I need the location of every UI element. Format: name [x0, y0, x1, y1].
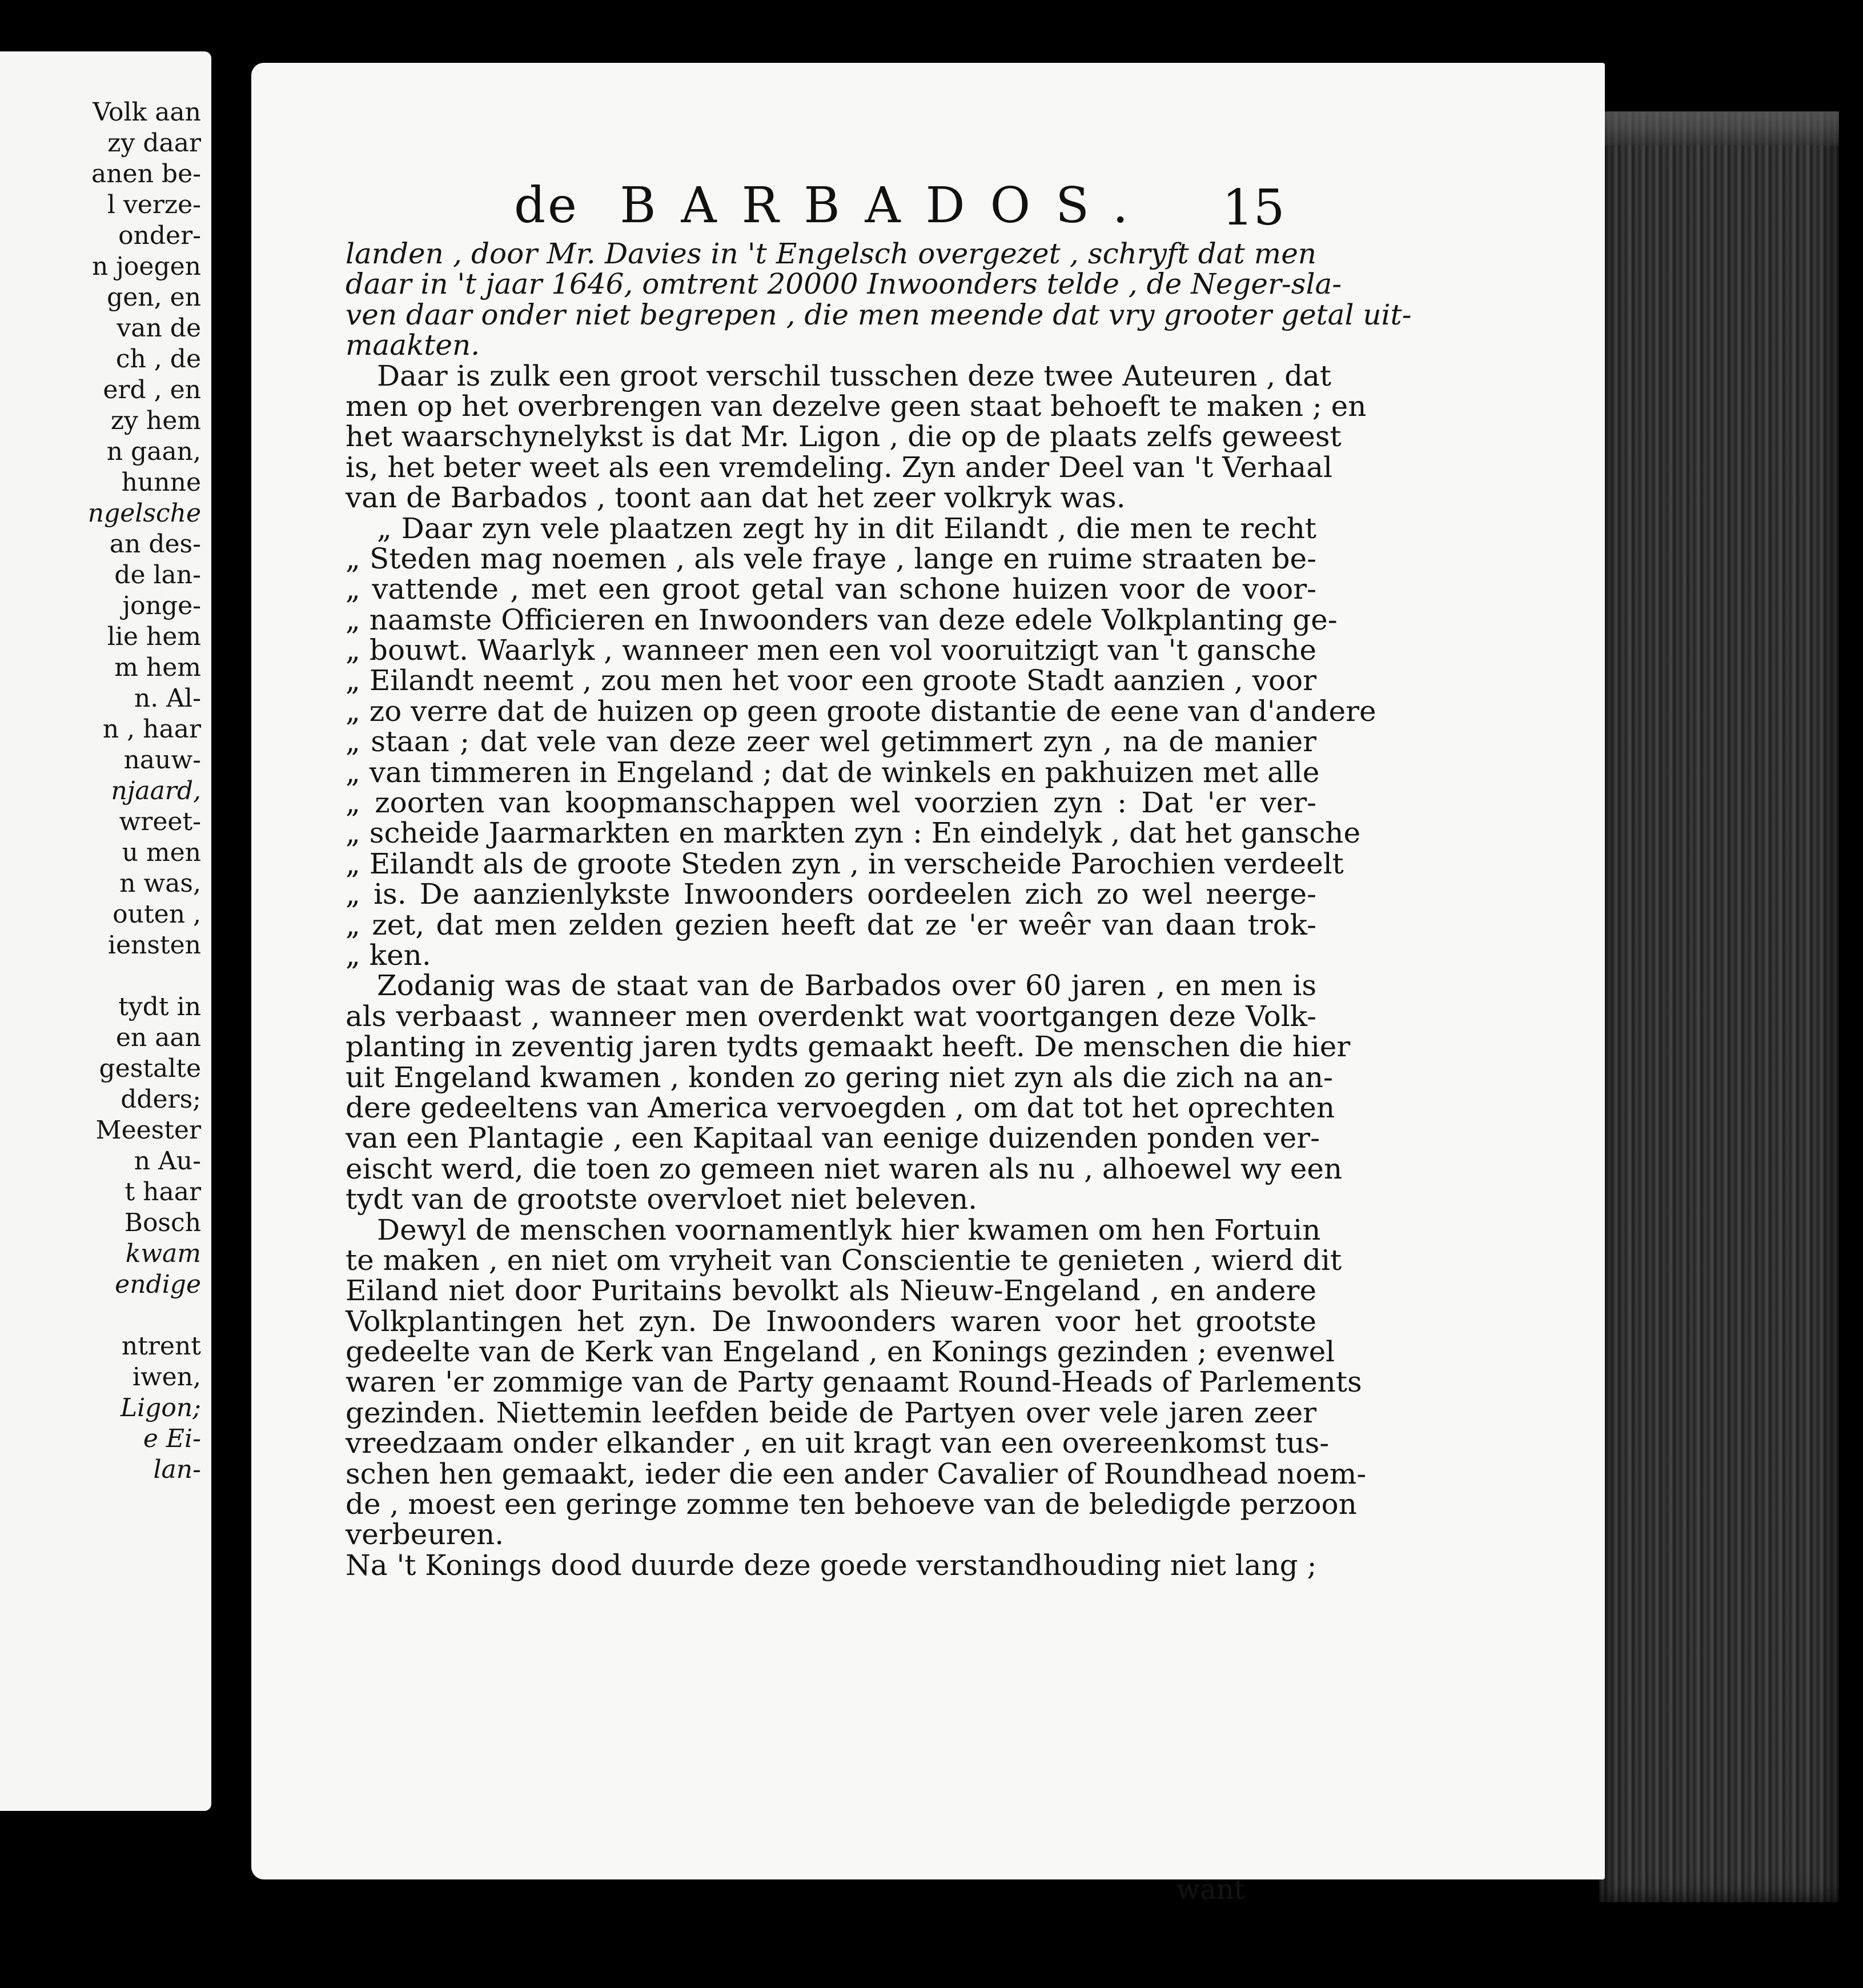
body-line: Na 't Konings dood duurde deze goede verstandhouding niet lang ;: [346, 1548, 1317, 1582]
left-page-line: n. Al-: [134, 684, 201, 713]
left-page-line: anen be-: [91, 159, 201, 189]
running-head: [514, 177, 1153, 234]
body-line: van een Plantagie , een Kapitaal van eenige duizenden ponden ver-: [346, 1121, 1320, 1155]
page-number: 15: [1222, 179, 1285, 237]
body-line: Daar is zulk een groot verschil tusschen deze twee Auteuren , dat: [377, 359, 1331, 392]
body-line: schen hen gemaakt, ieder die een ander Cavalier of Roundhead noem-: [346, 1457, 1367, 1490]
left-page-line: n Au-: [134, 1147, 201, 1176]
left-page-line: wreet-: [119, 807, 201, 836]
body-line: landen , door Mr. Davies in 't Engelsch overgezet , schryft dat men: [346, 237, 1316, 270]
body-line: ven daar onder niet begrepen , die men meende dat vry grooter getal uit-: [346, 298, 1412, 331]
body-line: gedeelte van de Kerk van Engeland , en Konings gezinden ; evenwel: [346, 1335, 1335, 1369]
body-line: „ Eilandt als de groote Steden zyn , in verscheide Parochien verdeelt: [346, 847, 1344, 880]
left-page-line: zy hem: [110, 406, 201, 435]
left-page-line: nauw-: [123, 746, 201, 775]
body-line: „ zoorten van koopmanschappen wel voorzien zyn : Dat 'er ver-: [346, 786, 1316, 820]
body-line: „ Daar zyn vele plaatzen zegt hy in dit Eilandt , die men te recht: [377, 511, 1316, 545]
body-line: dere gedeeltens van America vervoegden , om dat tot het oprechten: [346, 1091, 1335, 1124]
left-page-line: onder-: [118, 221, 201, 250]
left-page-line: n gaan,: [106, 437, 201, 466]
left-page-line: u men: [122, 838, 201, 867]
left-page-line: n was,: [119, 869, 201, 898]
left-page-line: van de: [117, 314, 201, 343]
left-page-line: erd , en: [103, 375, 201, 404]
left-page-line: tydt in: [118, 992, 201, 1021]
body-text: [346, 237, 1412, 1582]
catchword: want: [1177, 1874, 1245, 1906]
body-line: „ van timmeren in Engeland ; dat de winkels en pakhuizen met alle: [346, 755, 1320, 789]
left-page-line: gen, en: [107, 283, 201, 312]
body-line: men op het overbrengen van dezelve geen staat behoeft te maken ; en: [346, 389, 1367, 423]
left-page-line: Bosch: [124, 1208, 201, 1237]
body-line: eischt werd, die toen zo gemeen niet waren als nu , alhoewel wy een: [346, 1152, 1343, 1185]
left-page-line: Volk aan: [93, 98, 201, 127]
body-line: „ vattende , met een groot getal van schone huizen voor de voor-: [346, 572, 1316, 606]
running-head-prefix: de: [514, 177, 579, 234]
body-line: „ Eilandt neemt , zou men het voor een groote Stadt aanzien , voor: [346, 664, 1316, 698]
left-page-line: gestalte: [99, 1054, 201, 1083]
body-line: maakten.: [346, 328, 480, 362]
body-line: „ zo verre dat de huizen op geen groote distantie de eene van d'andere: [346, 694, 1376, 728]
body-line: waren 'er zommige van de Party genaamt Round-Heads of Parlements: [346, 1365, 1362, 1399]
body-line: de , moest een geringe zomme ten behoeve van de beledigde perzoon: [346, 1488, 1357, 1521]
left-page-line: ngelsche: [87, 499, 201, 528]
body-line: Dewyl de menschen voornamentlyk hier kwamen om hen Fortuin: [377, 1213, 1321, 1246]
body-line: verbeuren.: [346, 1518, 504, 1552]
body-line: Volkplantingen het zyn. De Inwoonders waren voor het grootste: [346, 1304, 1316, 1338]
body-line: „ bouwt. Waarlyk , wanneer men een vol vooruitzigt van 't gansche: [346, 634, 1316, 667]
body-line: uit Engeland kwamen , konden zo gering niet zyn als die zich na an-: [346, 1060, 1333, 1094]
left-page-line: t haar: [125, 1177, 201, 1207]
body-line: is, het beter weet als een vremdeling. Zyn ander Deel van 't Verhaal: [346, 450, 1332, 484]
body-line: het waarschynelykst is dat Mr. Ligon , die op de plaats zelfs geweest: [346, 420, 1342, 454]
body-line: te maken , en niet om vryheit van Conscientie te genieten , wierd dit: [346, 1243, 1342, 1277]
body-line: „ scheide Jaarmarkten en markten zyn : En eindelyk , dat het gansche: [346, 816, 1361, 850]
left-page-line: iwen,: [132, 1362, 201, 1392]
left-page-line: Ligon;: [120, 1393, 201, 1422]
left-page-line: n joegen: [91, 252, 201, 281]
body-line: van de Barbados , toont aan dat het zeer volkryk was.: [346, 481, 1126, 515]
left-page-line: njaard,: [111, 776, 201, 805]
left-page-line: jonge-: [122, 591, 201, 620]
left-page-line: lan-: [153, 1455, 201, 1484]
left-page-line: hunne: [121, 468, 201, 497]
body-line: „ is. De aanzienlykste Inwoonders oordeelen zich zo wel neerge-: [346, 877, 1316, 911]
right-page: [251, 63, 1605, 1906]
body-line: „ zet, dat men zelden gezien heeft dat ze 'er weêr van daan trok-: [346, 908, 1316, 941]
running-head-title: BARBADOS.: [620, 177, 1154, 234]
page-edge: [1599, 111, 1839, 1902]
body-line: gezinden. Niettemin leefden beide de Partyen over vele jaren zeer: [346, 1396, 1316, 1429]
left-page: [0, 51, 211, 1811]
body-line: Eiland niet door Puritains bevolkt als Nieuw-Engeland , en andere: [346, 1274, 1316, 1308]
body-line: als verbaast , wanneer men overdenkt wat voortgangen deze Volk-: [346, 999, 1316, 1033]
left-page-line: Meester: [95, 1116, 201, 1145]
body-line: „ Steden mag noemen , als vele fraye , lange en ruime straaten be-: [346, 542, 1316, 575]
left-page-line: de lan-: [114, 560, 201, 590]
body-line: tydt van de grootste overvloet niet beleven.: [346, 1183, 978, 1216]
left-page-line: iensten: [107, 931, 201, 960]
left-page-line: lie hem: [107, 622, 201, 651]
left-page-line: ntrent: [121, 1332, 201, 1361]
body-line: planting in zeventig jaren tydts gemaakt heeft. De menschen die hier: [346, 1030, 1351, 1064]
body-line: „ ken.: [346, 938, 431, 972]
body-line: Zodanig was de staat van de Barbados over 60 jaren , en men is: [377, 969, 1316, 1003]
left-page-line: l verze-: [107, 190, 201, 219]
left-page-line: dders;: [121, 1085, 201, 1114]
left-page-line: endige: [115, 1270, 201, 1299]
page-header: [251, 177, 1605, 240]
body-line: „ naamste Officieren en Inwoonders van deze edele Volkplanting ge-: [346, 603, 1338, 636]
left-page-line: m hem: [114, 653, 201, 682]
left-page-line: n , haar: [102, 715, 201, 744]
page-edge-top: [1599, 111, 1839, 146]
left-page-line: zy daar: [107, 129, 201, 158]
left-page-line: an des-: [109, 530, 201, 559]
body-line: „ staan ; dat vele van deze zeer wel getimmert zyn , na de manier: [346, 725, 1316, 759]
left-page-line: e Ei-: [143, 1424, 201, 1453]
body-line: daar in 't jaar 1646, omtrent 20000 Inwoonders telde , de Neger-sla-: [346, 267, 1342, 301]
left-page-line: en aan: [115, 1023, 201, 1052]
left-page-line: kwam: [125, 1239, 201, 1268]
left-page-line: ch , de: [115, 344, 201, 374]
body-line: vreedzaam onder elkander , en uit kragt van een overeenkomst tus-: [346, 1426, 1330, 1460]
left-page-line: outen ,: [113, 900, 201, 929]
